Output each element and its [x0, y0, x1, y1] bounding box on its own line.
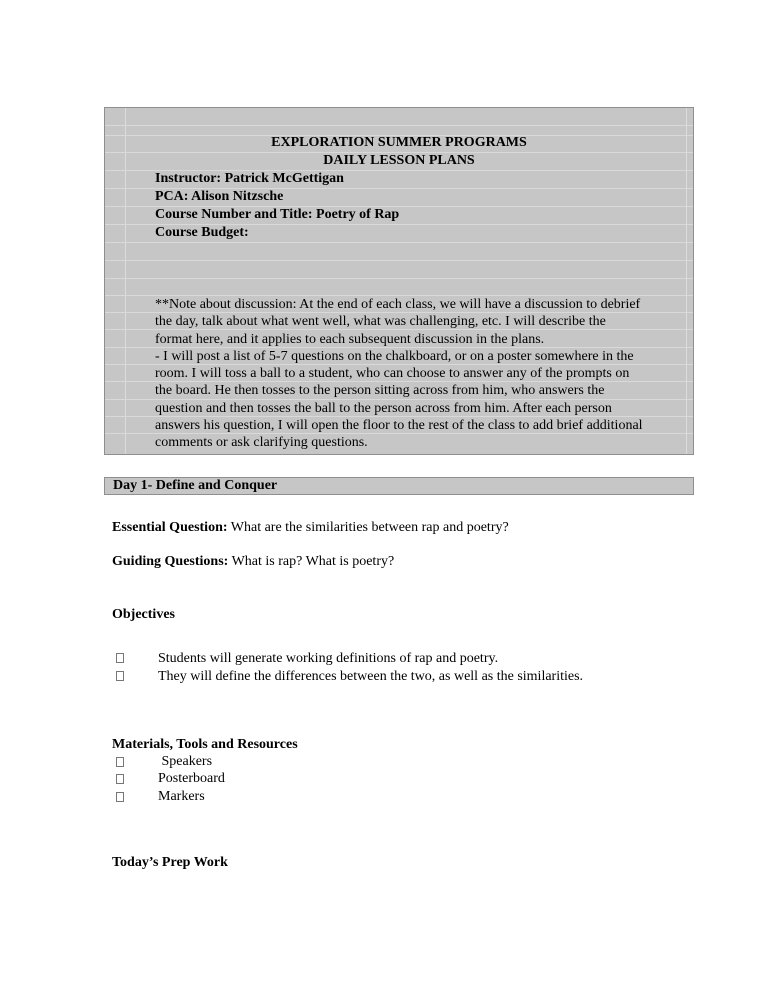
note-line: the board. He then tosses to the person sitting across from him, who answers the	[155, 383, 605, 399]
discussion-note	[155, 296, 691, 452]
note-line: - I will post a list of 5-7 questions on the chalkboard, or on a poster somewhere in the	[155, 348, 634, 364]
day-title-bar: Day 1- Define and Conquer	[104, 477, 694, 495]
note-line: comments or ask clarifying questions.	[155, 435, 368, 451]
instructor-line: Instructor: Patrick McGettigan	[155, 171, 344, 186]
course-budget-line: Course Budget:	[155, 225, 249, 240]
bullet-icon	[116, 757, 124, 767]
table-rule	[105, 242, 693, 243]
table-rule	[105, 278, 693, 279]
course-title-line: Course Number and Title: Poetry of Rap	[155, 207, 400, 222]
prep-work-heading: Today’s Prep Work	[112, 855, 228, 870]
essential-question-text: What are the similarities between rap and poetry?	[227, 520, 509, 535]
essential-question-label: Essential Question:	[112, 520, 228, 535]
note-line: question and then tosses the ball to the person across from him. After each person	[155, 400, 612, 416]
bullet-icon	[116, 671, 124, 681]
note-line: **Note about discussion: At the end of each class, we will have a discussion to debrief	[155, 297, 641, 312]
note-line: format here, and it applies to each subsequent discussion in the plans.	[155, 331, 545, 347]
objectives-heading: Objectives	[112, 607, 175, 622]
bullet-icon	[116, 774, 124, 784]
bullet-icon	[116, 653, 124, 663]
org-title: EXPLORATION SUMMER PROGRAMS	[271, 135, 527, 150]
doc-title: DAILY LESSON PLANS	[323, 153, 475, 168]
objective-item: Students will generate working definitions of rap and poetry.	[158, 651, 499, 666]
note-line: the day, talk about what went well, what was challenging, etc. I will describe the	[155, 314, 606, 330]
guiding-questions-text: What is rap? What is poetry?	[228, 554, 395, 569]
table-rule	[105, 260, 693, 261]
objective-item: They will define the differences between the two, as well as the similarities.	[158, 669, 584, 684]
pca-line: PCA: Alison Nitzsche	[155, 189, 284, 204]
material-item: Speakers	[158, 754, 213, 769]
bullet-icon	[116, 792, 124, 802]
essential-question	[112, 519, 509, 537]
materials-heading: Materials, Tools and Resources	[112, 737, 298, 752]
guiding-questions-label: Guiding Questions:	[112, 554, 229, 569]
material-item: Markers	[158, 789, 205, 804]
table-rule	[105, 125, 693, 126]
note-line: answers his question, I will open the floor to the rest of the class to add brief additional	[155, 418, 643, 434]
guiding-questions	[112, 553, 394, 571]
material-item: Posterboard	[158, 771, 225, 786]
note-line: room. I will toss a ball to a student, who can choose to answer any of the prompts on	[155, 366, 630, 382]
